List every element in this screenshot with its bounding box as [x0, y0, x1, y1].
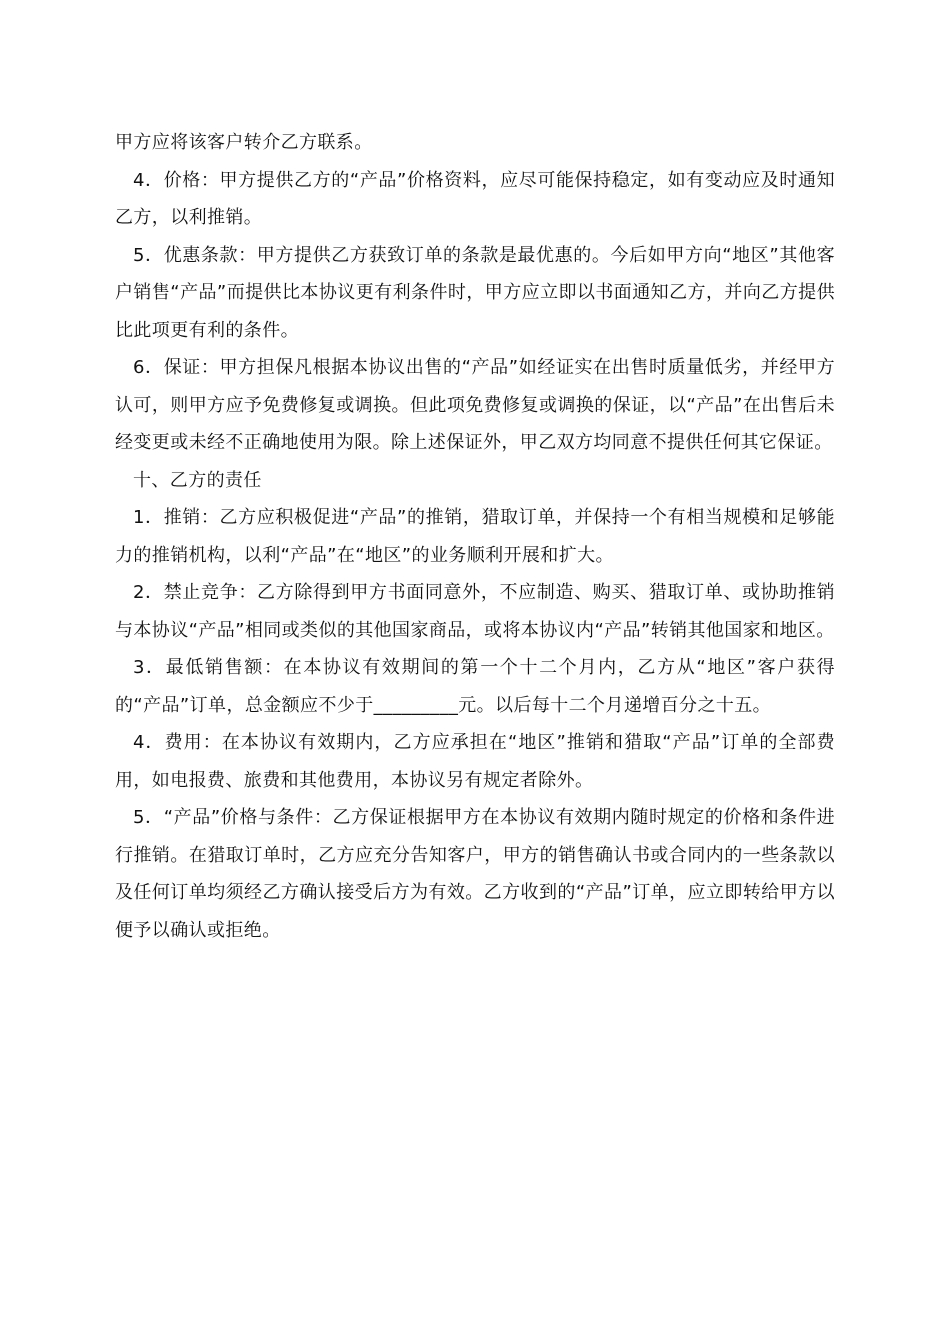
paragraph-clause-5-preferential-terms: 5．优惠条款：甲方提供乙方获致订单的条款是最优惠的。今后如甲方向“地区”其他客户销售“产品”而提供比本协议更有利条件时，甲方应立即以书面通知乙方，并向乙方提供比此项更有利的条件。 — [115, 244, 835, 341]
paragraph-continuation: 甲方应将该客户转介乙方联系。 — [115, 132, 373, 153]
paragraph-b-clause-4-expenses: 4．费用：在本协议有效期内，乙方应承担在“地区”推销和猎取“产品”订单的全部费用，如电报费、旅费和其他费用，本协议另有规定者除外。 — [115, 732, 835, 791]
paragraph-b-clause-1-promotion: 1．推销：乙方应积极促进“产品”的推销，猎取订单，并保持一个有相当规模和足够能力的推销机构，以利“产品”在“地区”的业务顺利开展和扩大。 — [115, 507, 835, 566]
paragraph-b-clause-5-price-conditions: 5．“产品”价格与条件：乙方保证根据甲方在本协议有效期内随时规定的价格和条件进行推销。在猎取订单时，乙方应充分告知客户，甲方的销售确认书或合同内的一些条款以及任何订单均须经乙方确认接受后方为有效。乙方收到的“产品”订单，应立即转给甲方以便予以确认或拒绝。 — [115, 807, 835, 941]
paragraph-b-clause-2-non-compete: 2．禁止竞争：乙方除得到甲方书面同意外，不应制造、购买、猎取订单、或协助推销与本协议“产品”相同或类似的其他国家商品，或将本协议内“产品”转销其他国家和地区。 — [115, 582, 835, 641]
paragraph-clause-6-warranty: 6．保证：甲方担保凡根据本协议出售的“产品”如经证实在出售时质量低劣，并经甲方认可，则甲方应予免费修复或调换。但此项免费修复或调换的保证，以“产品”在出售后未经变更或未经不正确地使用为限。除上述保证外，甲乙双方均同意不提供任何其它保证。 — [115, 357, 835, 453]
paragraph-clause-4-price: 4．价格：甲方提供乙方的“产品”价格资料，应尽可能保持稳定，如有变动应及时通知乙方，以利推销。 — [115, 169, 835, 228]
paragraph-b-clause-3-minimum-sales: 3．最低销售额：在本协议有效期间的第一个十二个月内，乙方从“地区”客户获得的“产品”订单，总金额应不少于_________元。以后每十二个月递增百分之十五。 — [115, 657, 835, 716]
document-body — [115, 124, 835, 949]
section-heading-party-b-responsibilities: 十、乙方的责任 — [133, 469, 262, 491]
